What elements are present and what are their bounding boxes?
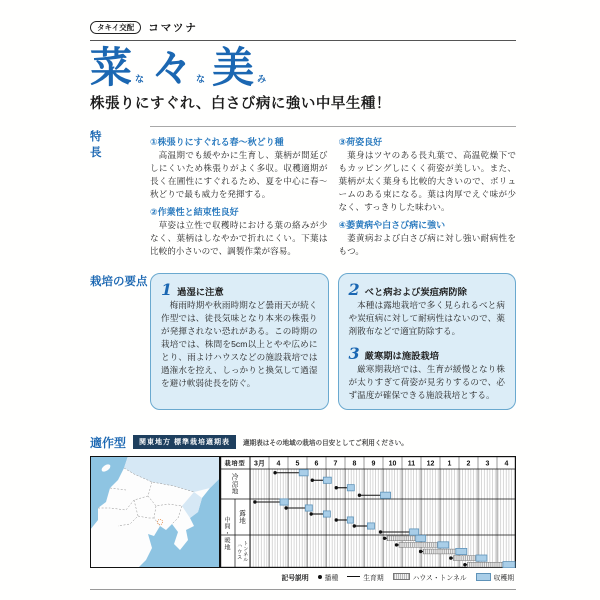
point-boxes <box>150 273 516 409</box>
title-char: 々 <box>151 44 194 91</box>
feature-column-left <box>150 131 328 258</box>
svg-text:10: 10 <box>388 460 397 468</box>
crop-bar <box>383 535 426 541</box>
calendar-section-label: 適作型 <box>90 435 127 450</box>
svg-text:7: 7 <box>333 460 338 468</box>
points-section <box>90 271 516 409</box>
title-furigana: な <box>135 73 145 84</box>
point-text: 本種は露地栽培で多く見られるべと病や炭疽病に対して耐病性はないので、薬剤散布などで適宜防除する。 <box>348 300 505 337</box>
legend-label: 収穫期 <box>493 574 514 582</box>
sowing-dot-icon <box>318 575 322 579</box>
point-number: 3 <box>348 344 360 363</box>
category-label: コマツナ <box>148 22 198 34</box>
svg-text:トンネル: トンネル <box>243 540 249 564</box>
chart-legend <box>90 572 516 582</box>
feature-column-right <box>339 131 517 258</box>
feature-text: 草姿は立性で収穫時における葉の絡みが少なく、葉柄はしなやかで折れにくい。下葉は比較的小さいので、調製作業が容易。 <box>150 220 328 257</box>
svg-text:4: 4 <box>504 460 509 468</box>
feature-heading: ④萎黄病や白さび病に強い <box>338 220 446 231</box>
growth-line-icon <box>347 576 360 577</box>
svg-text:3月: 3月 <box>254 460 265 468</box>
svg-text:ハウス: ハウス <box>237 543 243 561</box>
crop-calendar <box>220 456 516 568</box>
svg-text:12: 12 <box>426 460 435 468</box>
feature-text: 萎黄病および白さび病に対し強い耐病性をもつ。 <box>338 233 516 257</box>
point-heading: べと病および炭疽病防除 <box>364 287 467 298</box>
svg-text:3: 3 <box>485 460 490 468</box>
svg-text:4: 4 <box>276 460 281 468</box>
kanto-map <box>90 456 220 568</box>
calendar-note: 適期表はその地域の栽培の目安としてご利用ください。 <box>242 440 408 448</box>
kanto-map-graphic <box>90 456 220 568</box>
title-char: 美 <box>212 44 255 91</box>
legend-label: 播種 <box>324 574 339 582</box>
crop-bar <box>395 541 449 547</box>
legend-label: ハウス・トンネル <box>412 574 467 582</box>
features-section-label: 特長 <box>90 130 126 159</box>
point-box <box>338 273 517 409</box>
header <box>90 20 516 41</box>
region-badge: 関東地方 標準栽培適期表 <box>133 435 236 449</box>
feature-columns <box>150 126 516 258</box>
legend-item-growth <box>347 572 383 582</box>
crop-calendar-chart <box>220 456 516 568</box>
point-item <box>349 346 506 402</box>
point-text: 厳寒期栽培では、生育が緩慢となり株が太りすぎて荷姿が見劣りするので、必ず温度が確保できる施設栽培とする。 <box>348 364 505 400</box>
svg-text:2: 2 <box>466 460 471 468</box>
features-section <box>90 126 516 258</box>
svg-text:6: 6 <box>314 460 319 468</box>
page-content <box>90 20 516 590</box>
point-heading: 過湿に注意 <box>177 287 224 298</box>
svg-text:9: 9 <box>371 460 376 468</box>
legend-label: 生育期 <box>363 574 384 582</box>
point-heading: 厳寒期は施設栽培 <box>364 351 440 361</box>
catchphrase: 株張りにすぐれ、白さび病に強い中早生種！ <box>90 95 391 112</box>
svg-text:中間・暖地: 中間・暖地 <box>224 516 231 552</box>
svg-text:冷涼地: 冷涼地 <box>231 473 239 496</box>
legend-item-tunnel <box>393 572 467 582</box>
feature-heading: ③荷姿良好 <box>338 136 383 147</box>
features-body <box>150 126 516 258</box>
legend-title: 記号説明 <box>281 574 309 582</box>
title-furigana: な <box>196 73 206 84</box>
crop-bar <box>449 555 487 561</box>
calendar-header <box>90 434 516 451</box>
crop-bar <box>463 561 515 567</box>
svg-text:8: 8 <box>352 460 357 468</box>
point-text: 梅雨時期や秋雨時期など曇雨天が続く作型では、徒長気味となり本来の株張りが発揮されない恐れがある。この時期の栽培では、株間を5cm以上とやや広めにとり、雨よけハウスなどの施設栽培では過潅水を控え、しっかりと換気して過湿を避け軟弱徒長を防ぐ。 <box>161 300 318 388</box>
tunnel-stripe-icon <box>393 573 410 580</box>
points-section-label: 栽培の要点 <box>90 276 148 289</box>
calendar-section <box>90 434 516 590</box>
legend-item-harvest <box>476 572 514 582</box>
points-body <box>150 271 516 409</box>
svg-text:露地: 露地 <box>239 510 246 525</box>
feature-text: 高温期でも緩やかに生育し、葉柄が間延びしにくいため株張りがよく多収。収穫適期が長く在圃性にすぐれるため、夏を中心に春〜秋どりで最も威力を発揮する。 <box>150 149 328 200</box>
svg-text:栽培型: 栽培型 <box>224 460 246 468</box>
svg-text:1: 1 <box>447 460 452 468</box>
feature-heading: ①株張りにすぐれる春〜秋どり種 <box>150 136 284 147</box>
bottom-rule <box>90 589 516 590</box>
legend-item-sowing <box>318 572 339 582</box>
feature-text: 葉身はツヤのある長丸葉で、高温乾燥下でもカッピングしにくく荷姿が美しい。また、葉柄が太く葉身も比較的大きいので、ボリュームのある束になる。葉は肉厚でえぐ味が少なく、すっきりした味わい。 <box>338 149 516 213</box>
point-item <box>349 282 506 338</box>
point-item <box>161 282 318 389</box>
harvest-box-icon <box>476 573 491 581</box>
page-title <box>90 44 516 91</box>
crop-bar <box>419 548 467 554</box>
title-furigana: み <box>257 73 267 84</box>
point-number: 2 <box>348 280 360 300</box>
svg-text:5: 5 <box>295 460 300 468</box>
point-number: 1 <box>161 280 173 300</box>
calendar-body <box>90 456 516 568</box>
title-char: 菜 <box>90 44 133 91</box>
svg-text:11: 11 <box>407 460 416 468</box>
feature-heading: ②作業性と結束性良好 <box>150 207 239 218</box>
point-box <box>150 273 329 409</box>
brand-badge: タキイ交配 <box>90 21 141 35</box>
